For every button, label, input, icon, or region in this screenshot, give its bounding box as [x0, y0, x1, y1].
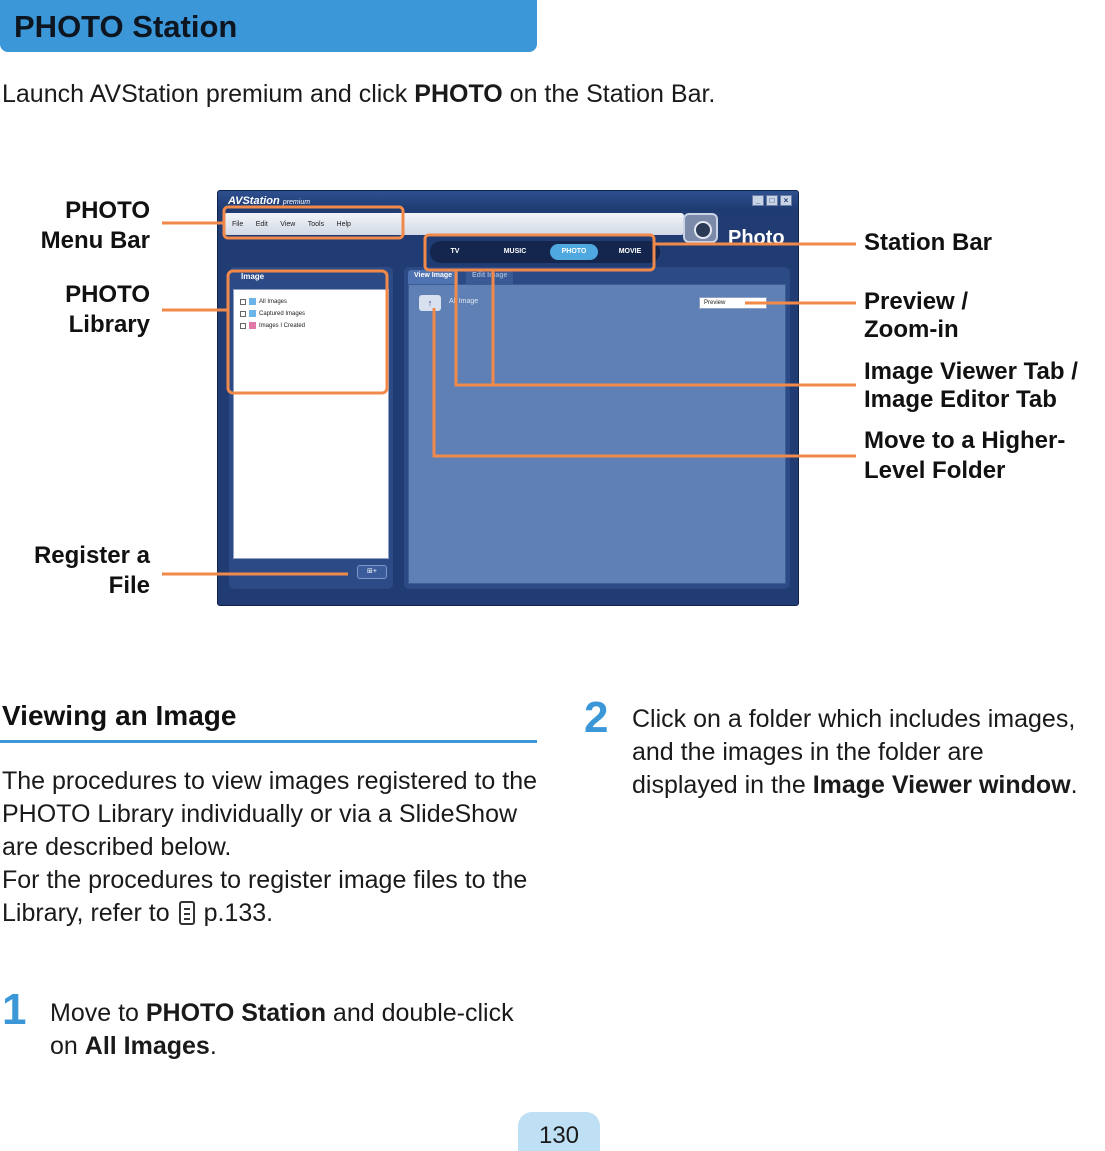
library-header: Image [241, 272, 265, 281]
step-1-number: 1 [2, 985, 27, 1034]
step-2-after: . [1070, 771, 1078, 799]
camera-icon [683, 213, 718, 243]
step-1-text [50, 997, 540, 1063]
step-1-middle: and double-click on [50, 999, 514, 1060]
section-title: PHOTO Station [14, 9, 238, 44]
annotation-move-higher [864, 426, 1065, 486]
annotation-move-line2: Level Folder [864, 457, 1006, 484]
tree-item-captured-images[interactable] [240, 310, 305, 317]
app-logo-sub: premium [282, 199, 311, 206]
station-bar [430, 241, 660, 263]
tree-label-all-images: All Images [259, 299, 288, 306]
app-logo [228, 195, 310, 207]
tree-item-images-i-created[interactable] [240, 322, 305, 329]
tree-item-all-images[interactable] [240, 298, 287, 305]
station-tab-tv[interactable]: TV [450, 248, 460, 255]
intro-before: Launch AVStation premium and click [2, 80, 415, 108]
annotation-register-file [10, 541, 150, 601]
avstation-screenshot [217, 190, 799, 606]
annotation-library-line2: Library [68, 311, 150, 338]
station-tab-movie[interactable]: MOVIE [618, 248, 642, 255]
viewing-para1: The procedures to view images registered to the PHOTO Library individually or via a SlideShow are described below. [2, 767, 537, 861]
page-reference-icon [179, 901, 195, 925]
annotation-menu-bar-line1: PHOTO [65, 197, 150, 224]
step-1-bold1: PHOTO Station [145, 999, 326, 1027]
tree-label-captured-images: Captured Images [259, 311, 306, 318]
station-tab-music[interactable]: MUSIC [503, 248, 527, 255]
viewing-para2 [2, 864, 542, 930]
page-number: 130 [538, 1122, 580, 1149]
menu-file[interactable]: File [232, 221, 244, 228]
annotation-library [20, 280, 150, 340]
step-1-before: Move to [50, 999, 146, 1027]
annotation-menu-bar [20, 196, 150, 256]
step-2-text [632, 703, 1092, 802]
annotation-preview-zoom [864, 288, 968, 344]
menu-tools[interactable]: Tools [307, 221, 325, 228]
intro-text [2, 80, 715, 109]
section-header [0, 0, 537, 52]
annotation-station-bar: Station Bar [864, 229, 993, 256]
viewing-page-ref: p.133. [203, 899, 274, 927]
annotation-register-line2: File [108, 572, 150, 599]
maximize-icon[interactable]: □ [766, 195, 778, 206]
image-viewer-area [408, 284, 786, 584]
preview-zoom-select[interactable]: Preview [699, 297, 767, 309]
app-logo-text: AVStation [228, 195, 280, 207]
intro-after: on the Station Bar. [502, 80, 716, 108]
step-2-bold1: Image Viewer window [812, 771, 1071, 799]
step-2-before: Click on a folder which includes images, and the images in the folder are displayed in the [632, 705, 1076, 799]
page-number-tab [518, 1112, 600, 1151]
annotation-viewer-editor-tab [864, 358, 1078, 414]
register-file-button[interactable]: ⊞+ [357, 565, 387, 579]
viewing-description [2, 765, 542, 930]
higher-level-folder-button[interactable]: ↑ [419, 295, 441, 311]
annotation-viewer-line2: Image Editor Tab [864, 386, 1057, 413]
menu-edit[interactable]: Edit [255, 221, 268, 228]
minimize-icon[interactable]: _ [752, 195, 764, 206]
annotation-menu-bar-line2: Menu Bar [40, 227, 150, 254]
heading-rule [0, 740, 537, 743]
station-tab-photo[interactable]: PHOTO [550, 244, 598, 260]
tab-edit-image[interactable]: Edit Image [466, 270, 513, 284]
viewing-para2-text: For the procedures to register image files to the Library, refer to [2, 866, 528, 927]
annotation-move-line1: Move to a Higher- [864, 427, 1066, 454]
image-viewer-panel [404, 267, 790, 589]
annotation-register-line1: Register a [33, 542, 150, 569]
title-bar [218, 191, 798, 211]
photo-library-panel [229, 267, 393, 589]
step-1-bold2: All Images [84, 1032, 210, 1060]
close-icon[interactable]: × [780, 195, 792, 206]
annotation-preview-line1: Preview / [864, 288, 969, 315]
menu-view[interactable]: View [280, 221, 296, 228]
annotation-library-line1: PHOTO [65, 281, 150, 308]
intro-bold: PHOTO [414, 80, 503, 108]
viewing-heading: Viewing an Image [2, 700, 237, 731]
step-1-after: . [209, 1032, 217, 1060]
annotation-preview-line2: Zoom-in [864, 316, 959, 343]
breadcrumb: All Image [449, 298, 479, 305]
photo-menu-bar [224, 213, 684, 235]
step-2-number: 2 [584, 693, 609, 742]
menu-help[interactable]: Help [336, 221, 351, 228]
photo-brand: Photo [728, 227, 785, 249]
annotation-viewer-line1: Image Viewer Tab / [864, 358, 1078, 385]
tree-label-images-i-created: Images I Created [259, 323, 306, 330]
tab-view-image[interactable]: View Image [408, 270, 458, 284]
library-tree [233, 289, 389, 559]
